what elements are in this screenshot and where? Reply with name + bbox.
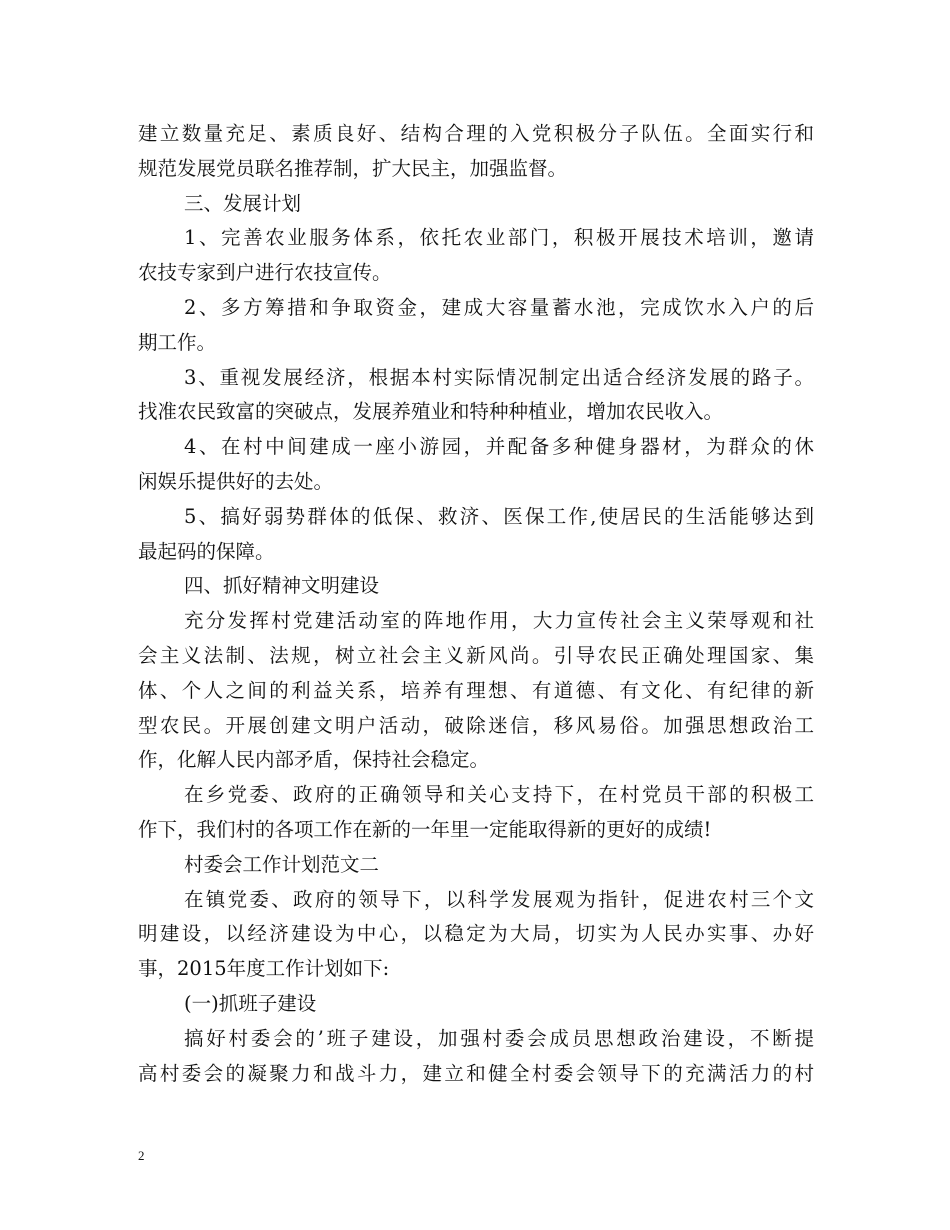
text-line: 搞好村委会的’班子建设，加强村委会成员思想政治建设，不断提 xyxy=(184,1026,814,1050)
page-number: 2 xyxy=(138,1148,145,1163)
text-line: 规范发展党员联名推荐制，扩大民主，加强监督。 xyxy=(138,156,568,180)
text-line: 作，化解人民内部矛盾，保持社会稳定。 xyxy=(138,748,490,772)
text-line: 在镇党委、政府的领导下，以科学发展观为指针，促进农村三个文 xyxy=(184,887,814,911)
text-line: 4、在村中间建成一座小游园，并配备多种健身器材，为群众的休 xyxy=(184,435,814,459)
section-heading: (一)抓班子建设 xyxy=(184,991,317,1015)
text-line: 找准农民致富的突破点，发展养殖业和特种种植业，增加农民收入。 xyxy=(138,400,724,424)
text-line: 1、完善农业服务体系，依托农业部门，积极开展技术培训，邀请 xyxy=(184,226,814,250)
text-line: 型农民。开展创建文明户活动，破除迷信，移风易俗。加强思想政治工 xyxy=(138,713,814,737)
text-line: 高村委会的凝聚力和战斗力，建立和健全村委会领导下的充满活力的村 xyxy=(138,1061,814,1085)
text-line: 明建设，以经济建设为中心，以稳定为大局，切实为人民办实事、办好 xyxy=(138,922,814,946)
text-line: 事，2015年度工作计划如下: xyxy=(138,957,390,981)
text-line: 在乡党委、政府的正确领导和关心支持下，在村党员干部的积极工 xyxy=(184,783,814,807)
text-line: 建立数量充足、素质良好、结构合理的入党积极分子队伍。全面实行和 xyxy=(138,122,814,145)
text-line: 体、个人之间的利益关系，培养有理想、有道德、有文化、有纪律的新 xyxy=(138,678,814,702)
text-line: 农技专家到户进行农技宣传。 xyxy=(138,261,392,285)
text-line: 2、多方筹措和争取资金，建成大容量蓄水池，完成饮水入户的后 xyxy=(184,295,814,319)
document-body xyxy=(138,117,814,1091)
text-line: 作下，我们村的各项工作在新的一年里一定能取得新的更好的成绩! xyxy=(138,817,712,841)
text-line: 5、搞好弱势群体的低保、救济、医保工作,使居民的生活能够达到 xyxy=(184,504,814,528)
section-heading: 三、发展计划 xyxy=(184,191,302,215)
text-line: 最起码的保障。 xyxy=(138,539,275,563)
text-line: 3、重视发展经济，根据本村实际情况制定出适合经济发展的路子。 xyxy=(184,365,814,389)
section-heading: 四、抓好精神文明建设 xyxy=(184,574,380,598)
text-line: 闲娱乐提供好的去处。 xyxy=(138,469,334,493)
text-line: 充分发挥村党建活动室的阵地作用，大力宣传社会主义荣辱观和社 xyxy=(184,609,814,633)
section-heading: 村委会工作计划范文二 xyxy=(184,852,380,876)
text-line: 期工作。 xyxy=(138,330,217,354)
text-line: 会主义法制、法规，树立社会主义新风尚。引导农民正确处理国家、集 xyxy=(138,643,814,667)
